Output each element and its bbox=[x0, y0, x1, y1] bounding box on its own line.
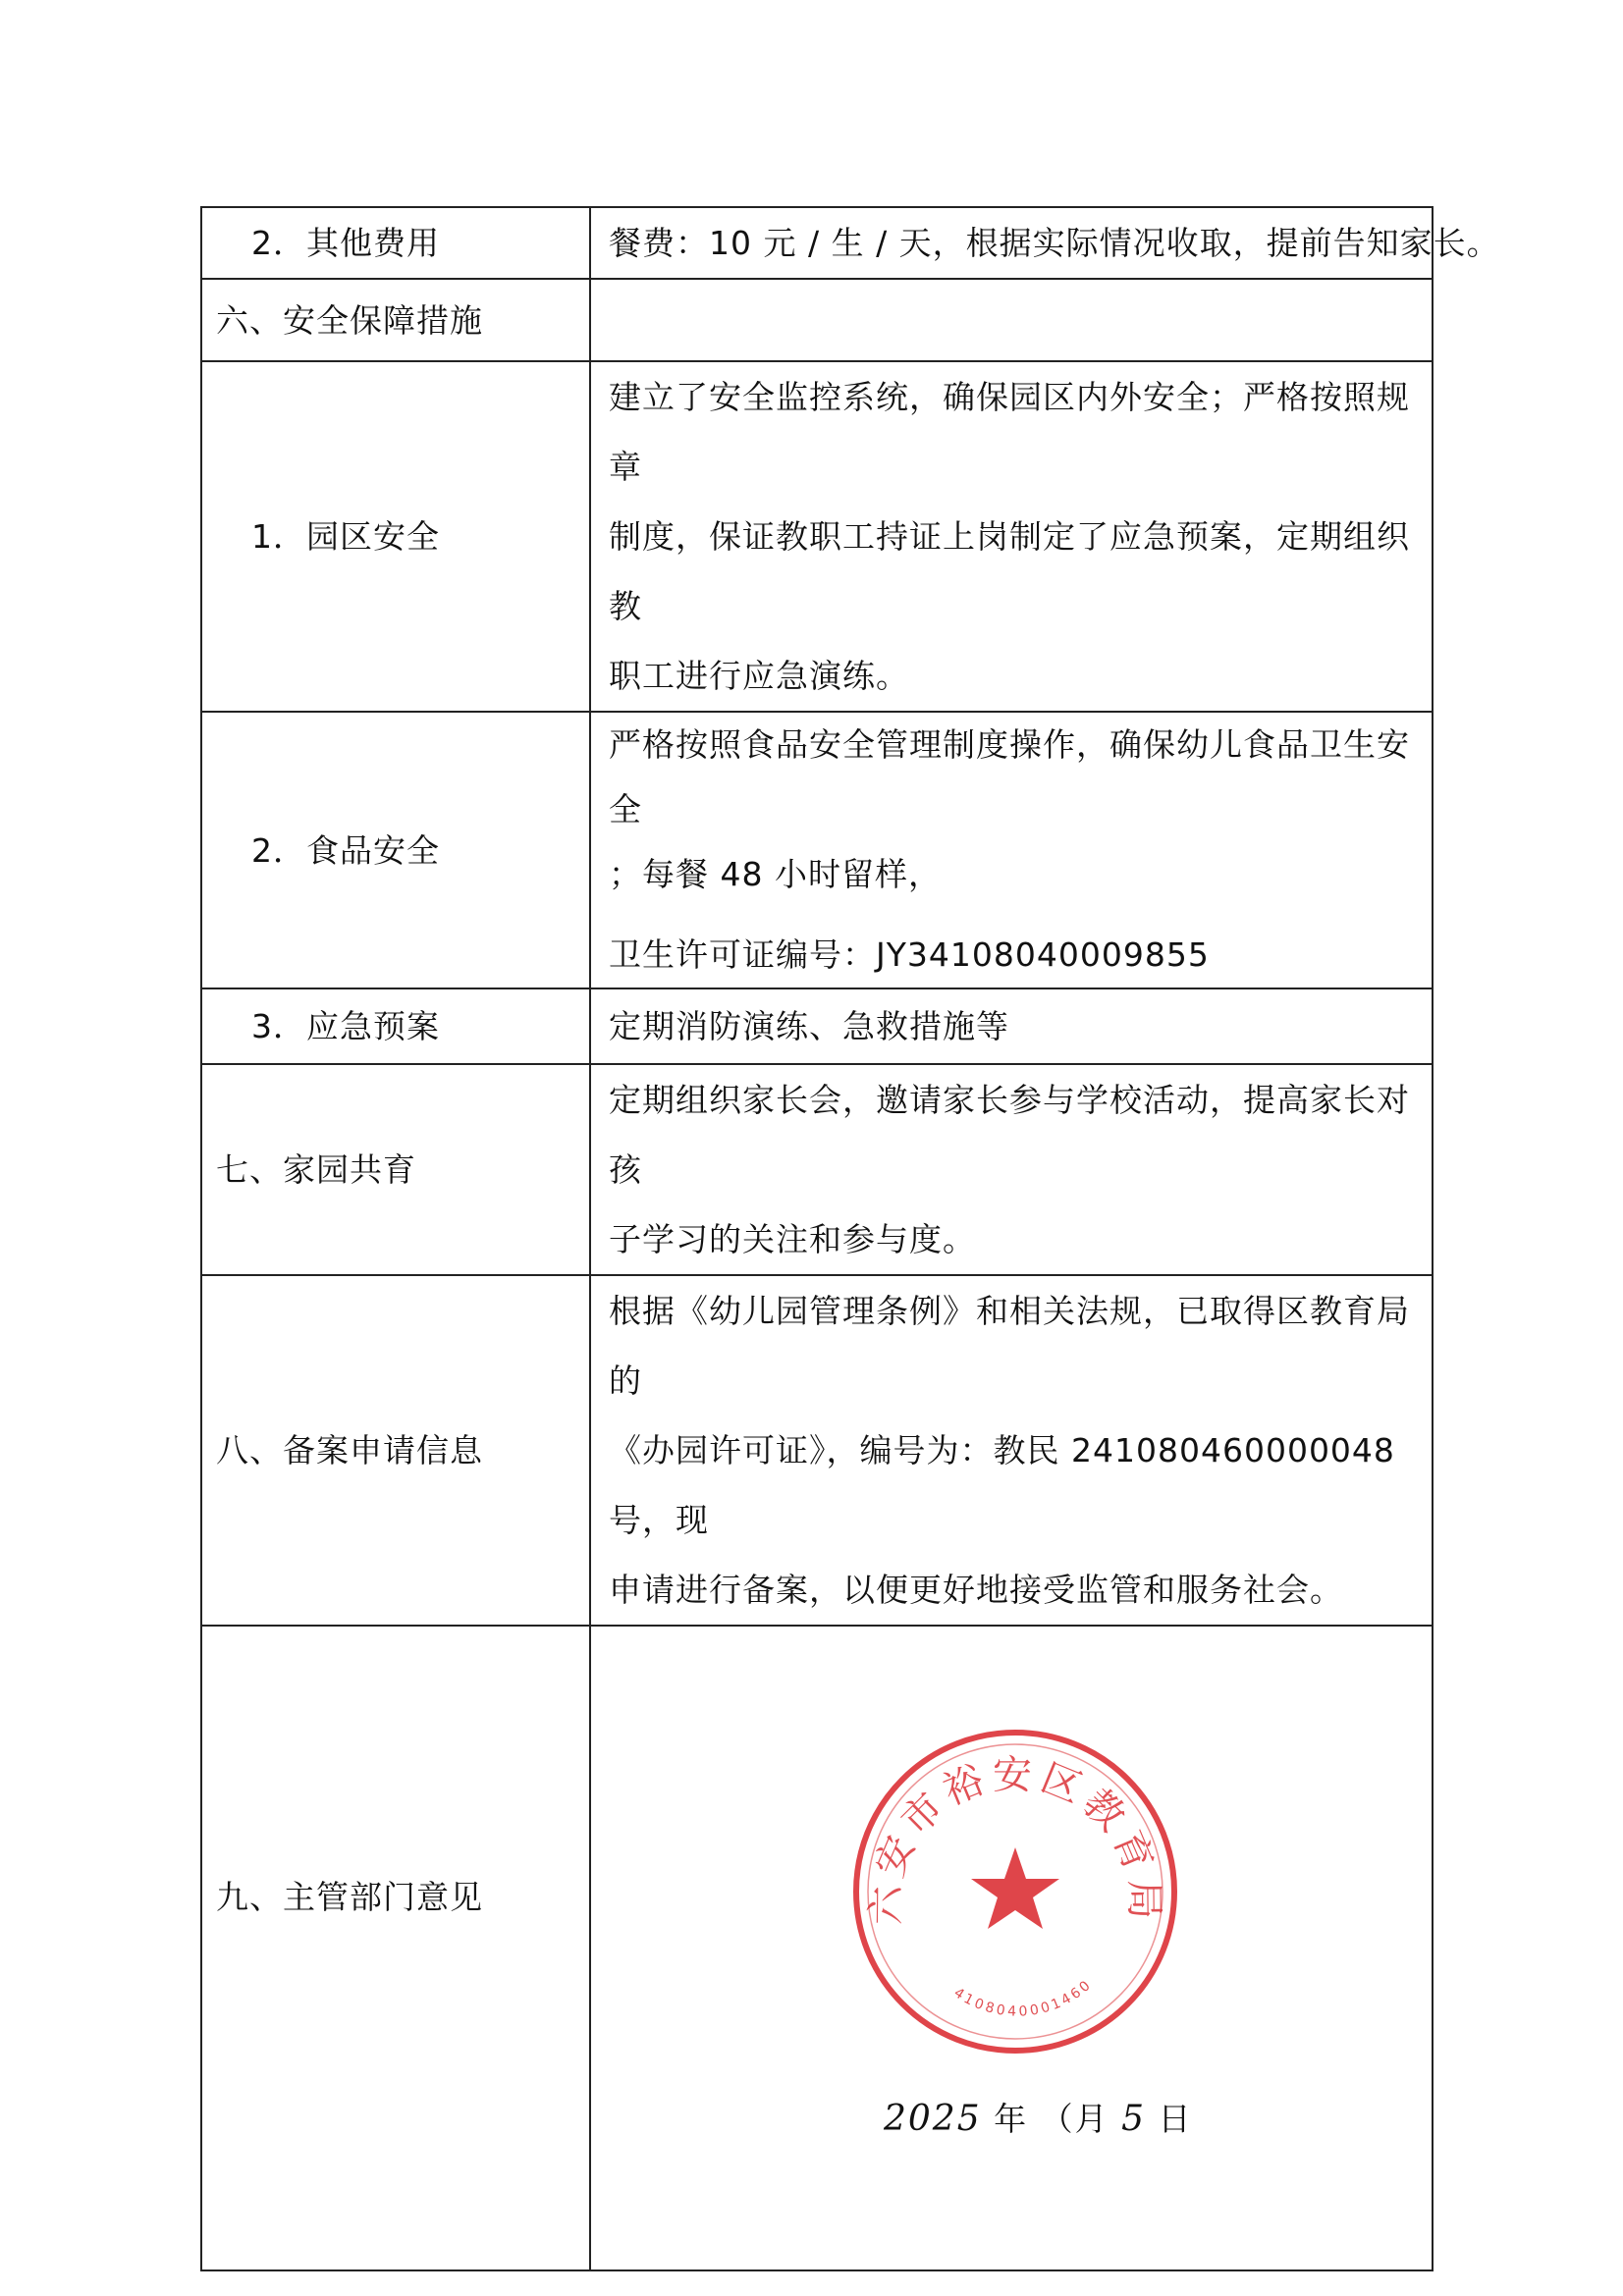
text-line: 《办园许可证》，编号为：教民 241080460000048 号，现 bbox=[609, 1431, 1395, 1539]
text-line: 定期组织家长会，邀请家长参与学校活动，提高家长对孩 bbox=[609, 1081, 1410, 1189]
row-label: 1．园区安全 bbox=[201, 361, 590, 712]
row-label: 2．食品安全 bbox=[201, 712, 590, 988]
text-line: 职工进行应急演练。 bbox=[609, 657, 909, 695]
row-content bbox=[590, 1275, 1433, 1626]
row-content bbox=[590, 279, 1433, 361]
stamp-text: 六安市裕安区教育局 bbox=[863, 1752, 1167, 1926]
row-content: 餐费：10 元 / 生 / 天，根据实际情况收取，提前告知家长。 bbox=[590, 207, 1433, 279]
text-line: 子学习的关注和参与度。 bbox=[609, 1220, 976, 1258]
year-label: 年 bbox=[994, 2100, 1029, 2138]
text-line: 根据《幼儿园管理条例》和相关法规，已取得区教育局的 bbox=[609, 1292, 1410, 1400]
official-seal-icon bbox=[848, 1725, 1182, 2058]
text-line: 建立了安全监控系统，确保园区内外安全；严格按照规章 bbox=[609, 378, 1410, 486]
text-line: ；每餐 48 小时留样， bbox=[609, 855, 942, 893]
signature-cell bbox=[590, 1626, 1433, 2270]
date-line bbox=[884, 2100, 1193, 2139]
svg-text:4108040001460 bbox=[951, 1976, 1096, 2020]
table-row bbox=[201, 988, 1433, 1064]
section-heading: 七、家园共育 bbox=[201, 1064, 590, 1275]
text-line: 制度，保证教职工持证上岗制定了应急预案，定期组织教 bbox=[609, 517, 1410, 625]
row-label: 3．应急预案 bbox=[201, 988, 590, 1064]
table-row bbox=[201, 712, 1433, 988]
text-line: 严格按照食品安全管理制度操作，确保幼儿食品卫生安全 bbox=[609, 725, 1410, 828]
section-heading: 八、备案申请信息 bbox=[201, 1275, 590, 1626]
row-label: 2．其他费用 bbox=[201, 207, 590, 279]
star-icon bbox=[971, 1847, 1059, 1929]
section-heading: 六、安全保障措施 bbox=[201, 279, 590, 361]
license-number: 卫生许可证编号：JY34108040009855 bbox=[609, 935, 1210, 974]
table-row bbox=[201, 361, 1433, 712]
table-row bbox=[201, 207, 1433, 279]
stamp-code: 4108040001460 bbox=[950, 1976, 1096, 2020]
table-row bbox=[201, 1626, 1433, 2270]
day-label: 日 bbox=[1158, 2100, 1193, 2138]
table-row bbox=[201, 1064, 1433, 1275]
table-row bbox=[201, 1275, 1433, 1626]
section-heading: 九、主管部门意见 bbox=[201, 1626, 590, 2270]
row-content bbox=[590, 1064, 1433, 1275]
handwritten-month: 5 bbox=[1121, 2099, 1147, 2139]
text-line: 申请进行备案，以便更好地接受监管和服务社会。 bbox=[609, 1571, 1343, 1609]
row-content bbox=[590, 712, 1433, 988]
handwritten-year: 2025 bbox=[884, 2099, 982, 2139]
row-content: 定期消防演练、急救措施等 bbox=[590, 988, 1433, 1064]
month-label: （月 bbox=[1040, 2100, 1109, 2138]
table-row bbox=[201, 279, 1433, 361]
info-table bbox=[200, 206, 1500, 2271]
row-content bbox=[590, 361, 1433, 712]
